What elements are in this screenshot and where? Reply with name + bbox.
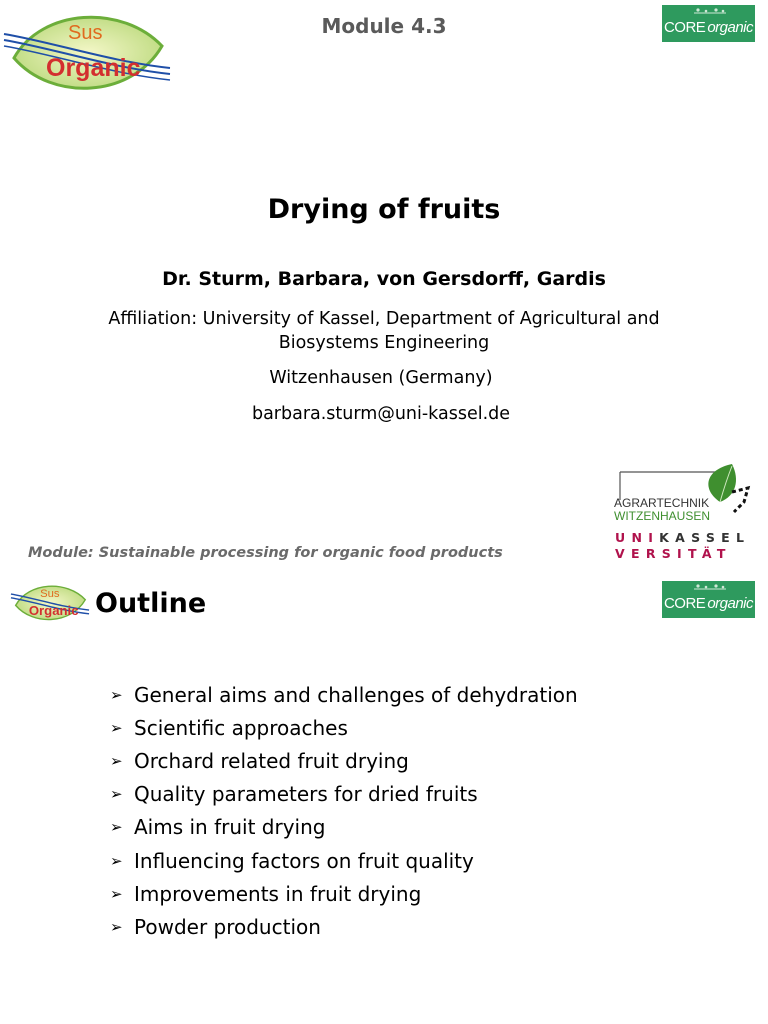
list-item: ➢ Improvements in fruit drying [110, 881, 422, 906]
susorganic-logo-small [10, 580, 90, 626]
location: Witzenhausen (Germany) [269, 368, 493, 388]
outline-list [110, 678, 578, 944]
list-item: ➢ Powder production [110, 914, 321, 939]
list-item: ➢ General aims and challenges of dehydration [110, 682, 578, 707]
svg-text:WITZENHAUSEN: WITZENHAUSEN [614, 509, 710, 522]
list-item: ➢ Influencing factors on fruit quality [110, 848, 474, 873]
arrow-bullet-icon: ➢ [110, 851, 123, 870]
arrow-bullet-icon: ➢ [110, 884, 123, 903]
svg-text:AGRARTECHNIK: AGRARTECHNIK [614, 496, 710, 510]
authors: Dr. Sturm, Barbara, von Gersdorff, Gardis [162, 268, 606, 290]
arrow-bullet-icon: ➢ [110, 785, 123, 804]
module-number: Module 4.3 [321, 14, 447, 38]
agrartechnik-logo [612, 462, 762, 522]
list-item: ➢ Orchard related fruit drying [110, 748, 409, 773]
core-organic-logo-2: CORE organic [662, 581, 755, 618]
module-footer: Module: Sustainable processing for organic food products [28, 545, 503, 561]
arrow-bullet-icon: ➢ [110, 818, 123, 837]
email-address[interactable]: barbara.sturm@uni-kassel.de [251, 404, 511, 424]
svg-text:Sus: Sus [68, 22, 103, 44]
arrow-bullet-icon: ➢ [110, 751, 123, 770]
core-organic-logo: CORE organic [662, 5, 755, 42]
uni-kassel-logo: UNIKASSEL VERSITÄT [615, 530, 751, 561]
arrow-bullet-icon: ➢ [110, 917, 123, 936]
slide-title: Drying of fruits [267, 194, 501, 225]
leaf-sprig-icon [692, 7, 728, 16]
list-item: ➢ Scientific approaches [110, 715, 348, 740]
affiliation: Affiliation: University of Kassel, Department of Agricultural and Biosystems Engineering [108, 309, 660, 353]
list-item: ➢ Quality parameters for dried fruits [110, 782, 478, 807]
list-item: ➢ Aims in fruit drying [110, 815, 326, 840]
leaf-sprig-icon [692, 583, 728, 592]
arrow-bullet-icon: ➢ [110, 685, 123, 704]
arrow-bullet-icon: ➢ [110, 718, 123, 737]
svg-text:Organic: Organic [46, 54, 141, 82]
svg-text:Sus: Sus [40, 587, 60, 600]
outline-title: Outline [95, 588, 207, 619]
svg-text:Organic: Organic [28, 602, 79, 618]
